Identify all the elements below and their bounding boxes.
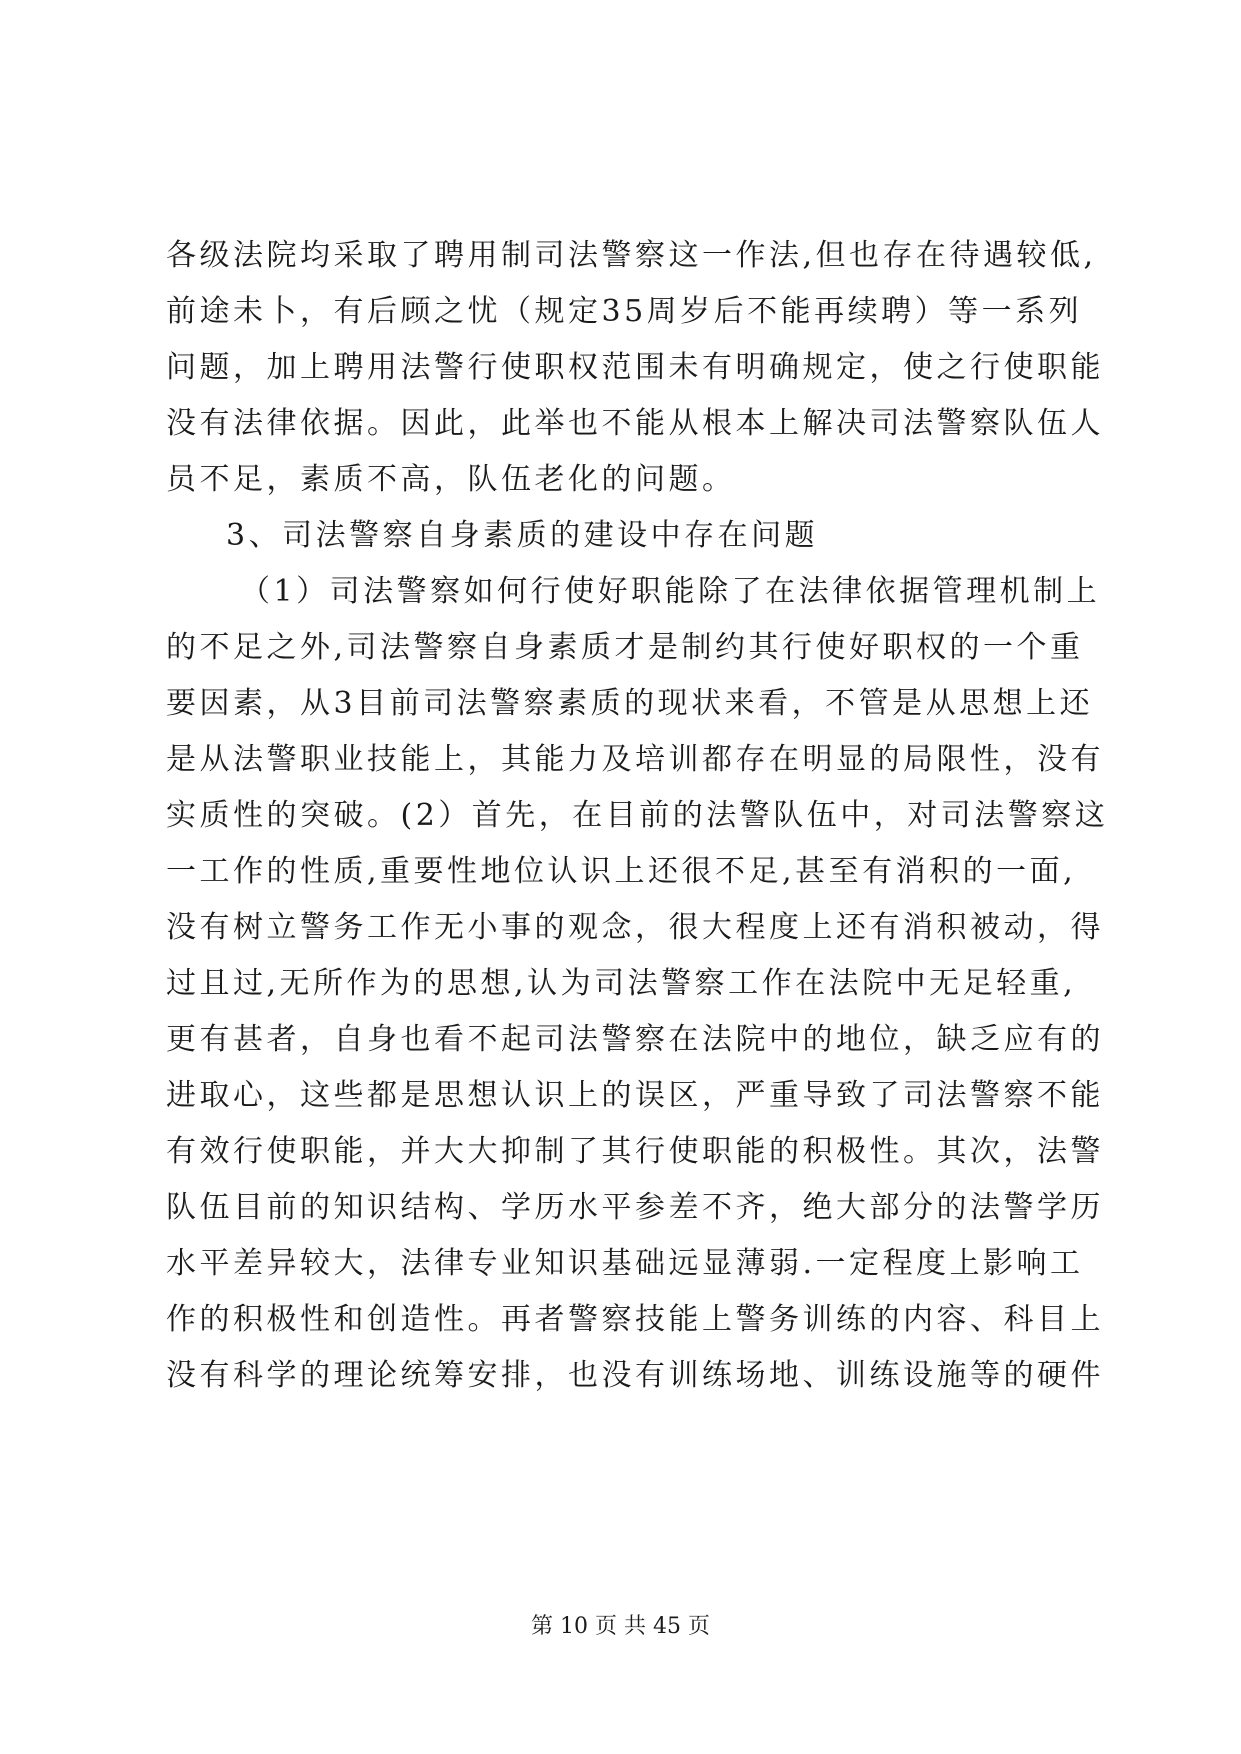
text-line: 问题，加上聘用法警行使职权范围未有明确规定，使之行使职能 bbox=[166, 350, 1104, 385]
text-line: 队伍目前的知识结构、学历水平参差不齐，绝大部分的法警学历 bbox=[166, 1190, 1104, 1225]
text-line: 没有树立警务工作无小事的观念，很大程度上还有消积被动，得 bbox=[166, 910, 1104, 945]
text-line: 过且过,无所作为的思想,认为司法警察工作在法院中无足轻重, bbox=[166, 966, 1077, 1001]
text-line: 一工作的性质,重要性地位认识上还很不足,甚至有消积的一面, bbox=[166, 854, 1077, 889]
text-line: 员不足，素质不高，队伍老化的问题。 bbox=[166, 462, 736, 497]
text-line: 更有甚者，自身也看不起司法警察在法院中的地位，缺乏应有的 bbox=[166, 1022, 1104, 1057]
text-line: 实质性的突破。(2）首先，在目前的法警队伍中，对司法警察这 bbox=[166, 798, 1109, 833]
text-line: 进取心，这些都是思想认识上的误区，严重导致了司法警察不能 bbox=[166, 1078, 1104, 1113]
text-line: 的不足之外,司法警察自身素质才是制约其行使好职权的一个重 bbox=[166, 630, 1084, 665]
text-line: 没有科学的理论统筹安排，也没有训练场地、训练设施等的硬件 bbox=[166, 1358, 1104, 1393]
text-line: 各级法院均采取了聘用制司法警察这一作法,但也存在待遇较低, bbox=[166, 238, 1097, 273]
text-line: 有效行使职能，并大大抑制了其行使职能的积极性。其次，法警 bbox=[166, 1134, 1104, 1169]
text-line: 前途未卜，有后顾之忧（规定35周岁后不能再续聘）等一系列 bbox=[166, 294, 1083, 329]
document-body bbox=[166, 228, 1109, 1404]
text-line: （1）司法警察如何行使好职能除了在法律依据管理机制上 bbox=[240, 574, 1101, 609]
text-line: 是从法警职业技能上，其能力及培训都存在明显的局限性，没有 bbox=[166, 742, 1104, 777]
page-footer bbox=[0, 1612, 1241, 1642]
text-line: 要因素，从3目前司法警察素质的现状来看，不管是从思想上还 bbox=[166, 686, 1094, 721]
section-heading: 3、司法警察自身素质的建设中存在问题 bbox=[226, 518, 819, 553]
page-number-label: 第 10 页 共 45 页 bbox=[531, 1614, 710, 1639]
text-line: 没有法律依据。因此，此举也不能从根本上解决司法警察队伍人 bbox=[166, 406, 1104, 441]
text-line: 作的积极性和创造性。再者警察技能上警务训练的内容、科目上 bbox=[166, 1302, 1104, 1337]
text-line: 水平差异较大，法律专业知识基础远显薄弱.一定程度上影响工 bbox=[166, 1246, 1084, 1281]
